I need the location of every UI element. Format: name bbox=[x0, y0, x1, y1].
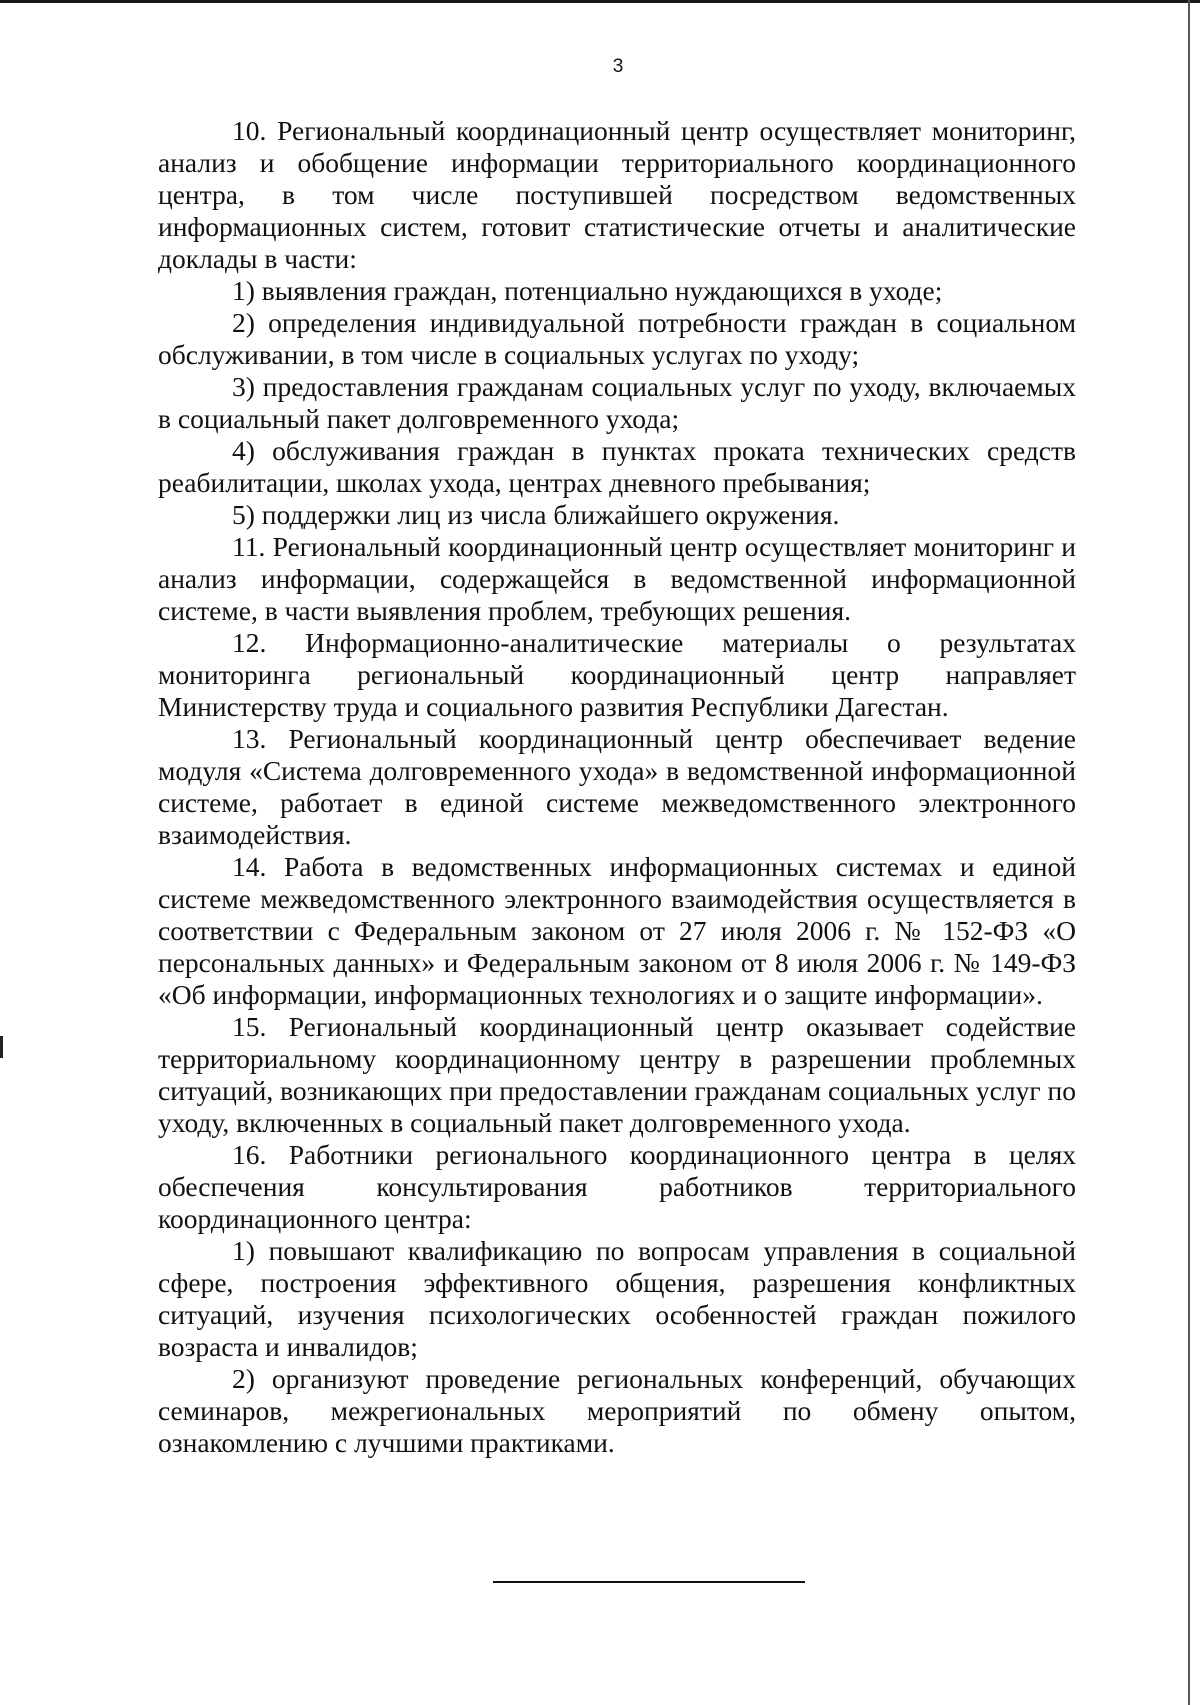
document-body bbox=[158, 115, 1076, 1459]
end-of-document-rule bbox=[493, 1581, 805, 1583]
paragraph-10: 10. Региональный координационный центр осуществляет мониторинг, анализ и обобщение информации территориального координационного центра, в том числе поступившей посредством ведомственных информационных систем, готовит статистические отчеты и аналитические доклады в части: bbox=[158, 115, 1076, 274]
paragraph-13: 13. Региональный координационный центр обеспечивает ведение модуля «Система долговременного ухода» в ведомственной информационной системе, работает в единой системе межведомственного электронного взаимодействия. bbox=[158, 723, 1076, 850]
scan-mark bbox=[0, 1036, 3, 1058]
scan-edge-top bbox=[0, 0, 1200, 3]
list-item: 5) поддержки лиц из числа ближайшего окружения. bbox=[232, 499, 840, 530]
list-item: 2) определения индивидуальной потребности граждан в социальном обслуживании, в том числе в социальных услугах по уходу; bbox=[158, 307, 1076, 370]
scan-edge-right bbox=[1188, 0, 1190, 1705]
list-item: 3) предоставления гражданам социальных услуг по уходу, включаемых в социальный пакет долговременного ухода; bbox=[158, 371, 1076, 434]
list-item: 1) выявления граждан, потенциально нуждающихся в уходе; bbox=[232, 275, 943, 306]
page-number: 3 bbox=[612, 56, 624, 77]
paragraph-12: 12. Информационно-аналитические материалы о результатах мониторинга региональный координационный центр направляет Министерству труда и социального развития Республики Дагестан. bbox=[158, 627, 1076, 722]
paragraph-11: 11. Региональный координационный центр осуществляет мониторинг и анализ информации, содержащейся в ведомственной информационной системе, в части выявления проблем, требующих решения. bbox=[158, 531, 1076, 626]
list-item: 2) организуют проведение региональных конференций, обучающих семинаров, межрегиональных мероприятий по обмену опытом, ознакомлению с лучшими практиками. bbox=[158, 1363, 1076, 1458]
paragraph-14: 14. Работа в ведомственных информационных системах и единой системе межведомственного электронного взаимодействия осуществляется в соответствии с Федеральным законом от 27 июля 2006 г. № 152-ФЗ «О персональных данных» и Федеральным законом от 8 июля 2006 г. № 149-ФЗ «Об информации, информационных технологиях и о защите информации». bbox=[158, 851, 1076, 1010]
paragraph-15: 15. Региональный координационный центр оказывает содействие территориальному координационному центру в разрешении проблемных ситуаций, возникающих при предоставлении гражданам социальных услуг по уходу, включенных в социальный пакет долговременного ухода. bbox=[158, 1011, 1076, 1138]
paragraph-16: 16. Работники регионального координационного центра в целях обеспечения консультирования работников территориального координационного центра: bbox=[158, 1139, 1076, 1234]
list-item: 1) повышают квалификацию по вопросам управления в социальной сфере, построения эффективного общения, разрешения конфликтных ситуаций, изучения психологических особенностей граждан пожилого возраста и инвалидов; bbox=[158, 1235, 1076, 1362]
list-item: 4) обслуживания граждан в пунктах проката технических средств реабилитации, школах ухода, центрах дневного пребывания; bbox=[158, 435, 1076, 498]
